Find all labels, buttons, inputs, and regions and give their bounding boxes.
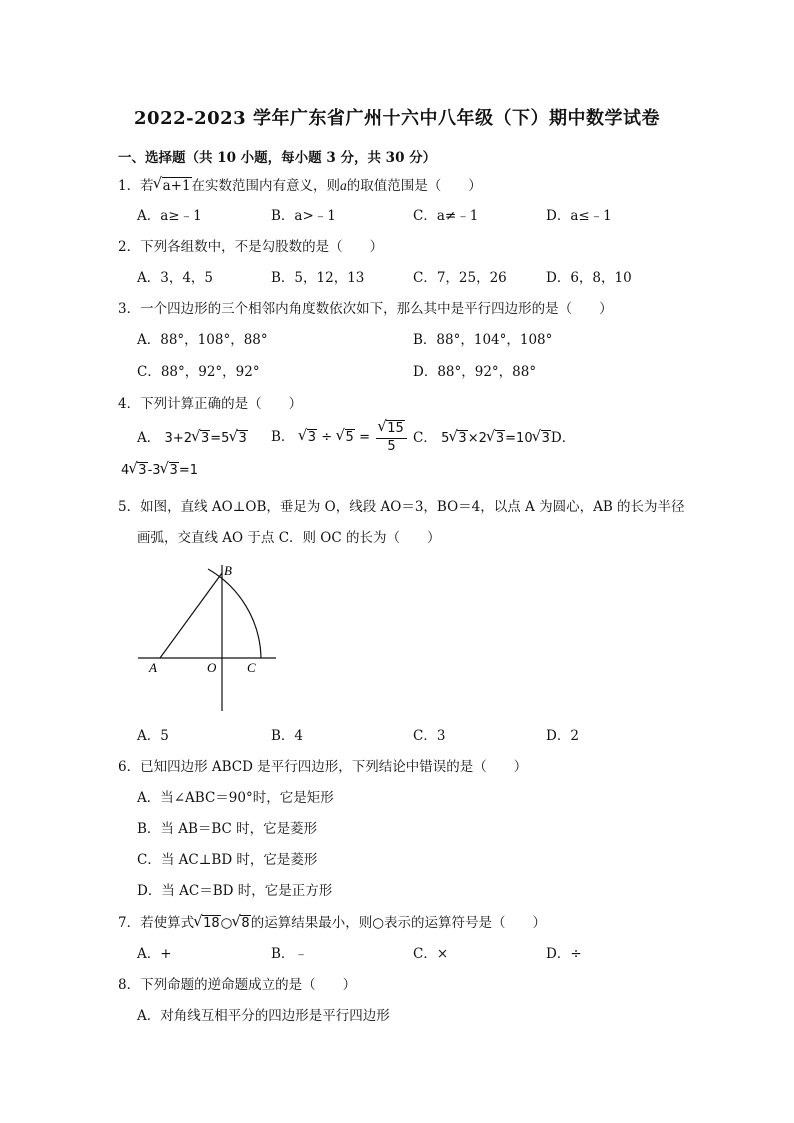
q2-option-d: D．6，8，10 (546, 270, 632, 286)
radical: √ a+1 (162, 177, 192, 194)
question-3-stem: 3．一个四边形的三个相邻内角度数依次如下，那么其中是平行四边形的是（ ） (118, 301, 613, 317)
q5-option-d: D．2 (546, 728, 579, 744)
q4-option-b: B． √ 3 ÷ √ 5 = √ $\frac{15}{5}$ (271, 420, 409, 455)
point-a-label: A (149, 660, 157, 675)
q1-option-d: D．a≤﹣1 (546, 208, 612, 224)
q3-option-b: B．88°，104°，108° (413, 332, 553, 348)
exam-title: 2022-2023 学年广东省广州十六中八年级（下）期中数学试卷 (134, 108, 660, 129)
q5-option-a: A．5 (137, 728, 169, 744)
segment-ab (160, 573, 222, 658)
q8-option-a: A．对角线互相平分的四边形是平行四边形 (137, 1008, 390, 1024)
question-2-stem: 2．下列各组数中，不是勾股数的是（ ） (118, 239, 384, 255)
point-b-label: B (224, 563, 232, 578)
question-5-stem-line-2: 画弧，交直线 AO 于点 C．则 OC 的长为（ ） (137, 530, 441, 546)
q6-option-b: B．当 AB＝BC 时，它是菱形 (137, 821, 318, 837)
question-1-stem: 1．若√ a+1在实数范围内有意义，则a的取值范围是（ ） (118, 176, 482, 196)
q2-option-b: B．5，12，13 (271, 270, 365, 286)
question-8-stem: 8．下列命题的逆命题成立的是（ ） (118, 977, 357, 993)
q3-option-d: D．88°，92°，88° (413, 364, 537, 380)
question-5-stem-line-1: 5．如图，直线 AO⊥OB，垂足为 O，线段 AO＝3，BO＝4，以点 A 为圆心，AB 的长为半径 (118, 499, 685, 515)
q5-option-c: C．3 (413, 728, 446, 744)
point-o-label: O (207, 660, 217, 675)
q7-option-a: A．+ (137, 946, 172, 962)
q6-option-c: C．当 AC⊥BD 时，它是菱形 (137, 852, 318, 868)
fraction: √ $\frac{15}{5}$ (376, 420, 407, 455)
q4-option-c: C． 5√ 3×2√ 3=10√ 3D． (413, 428, 575, 449)
q7-option-c: C．× (413, 946, 449, 962)
q6-option-d: D．当 AC＝BD 时，它是正方形 (137, 883, 333, 899)
q3-option-c: C．88°，92°，92° (137, 364, 260, 380)
q1-option-a: A．a≥﹣1 (137, 208, 202, 224)
q7-option-b: B．﹣ (271, 946, 308, 962)
q5-option-b: B．4 (271, 728, 304, 744)
question-7-stem: 7．若使算式√ 18○√ 8的运算结果最小，则○表示的运算符号是（ ） (118, 913, 546, 933)
q7-option-d: D．÷ (546, 946, 582, 962)
q6-option-a: A．当∠ABC＝90°时，它是矩形 (137, 790, 334, 806)
q4-option-d: 4√ 3-3√ 3=1 (121, 460, 198, 481)
q1-option-b: B．a>﹣1 (271, 208, 336, 224)
arc-bc (208, 569, 261, 658)
point-c-label: C (247, 660, 256, 675)
question-4-stem: 4．下列计算正确的是（ ） (118, 396, 303, 412)
q2-option-a: A．3，4，5 (137, 270, 214, 286)
geometry-figure (130, 555, 290, 715)
q1-option-c: C．a≠﹣1 (413, 208, 479, 224)
q2-option-c: C．7，25，26 (413, 270, 507, 286)
q4-option-a: A． 3+2√ 3=5√ 3 (137, 428, 248, 449)
q3-option-a: A．88°，108°，88° (137, 332, 268, 348)
section-heading: 一、选择题（共 10 小题，每小题 3 分，共 30 分） (118, 150, 437, 166)
question-6-stem: 6．已知四边形 ABCD 是平行四边形，下列结论中错误的是（ ） (118, 759, 528, 775)
